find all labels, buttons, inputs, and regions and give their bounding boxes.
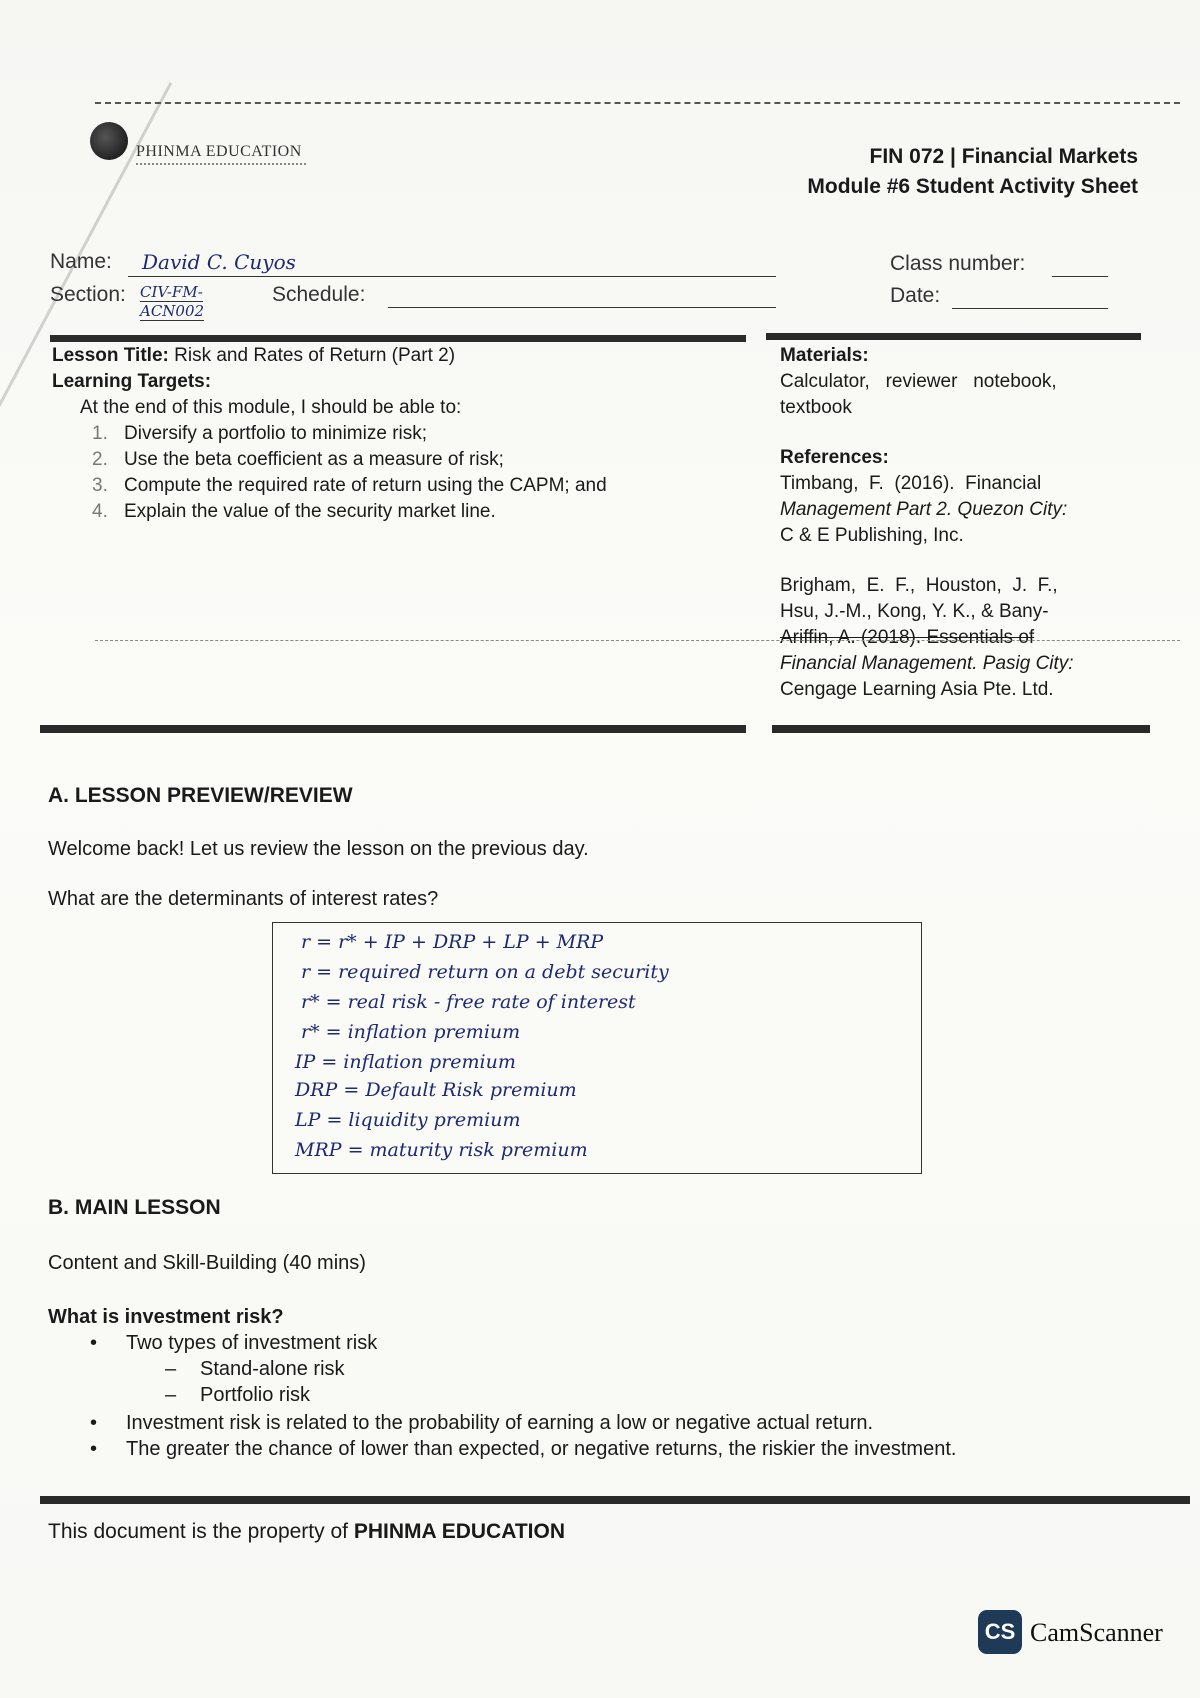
section-b-heading: B. MAIN LESSON bbox=[48, 1196, 221, 1219]
materials-block bbox=[780, 343, 1132, 703]
answer-line: MRP = maturity risk premium bbox=[295, 1139, 588, 1161]
reference-2-line-5: Cengage Learning Asia Pte. Ltd. bbox=[780, 679, 1054, 700]
answer-line: IP = inflation premium bbox=[295, 1051, 516, 1073]
org-name: PHINMA EDUCATION bbox=[136, 143, 302, 160]
section-a-welcome: Welcome back! Let us review the lesson on the previous day. bbox=[48, 838, 589, 860]
section-b-subheading: Content and Skill-Building (40 mins) bbox=[48, 1252, 366, 1274]
answer-box[interactable] bbox=[272, 922, 922, 1174]
targets-intro: At the end of this module, I should be able to: bbox=[80, 397, 462, 418]
name-label: Name: bbox=[50, 250, 112, 273]
top-divider bbox=[95, 102, 1180, 104]
footer-prefix: This document is the property of bbox=[48, 1520, 348, 1543]
lesson-title-value: Risk and Rates of Return (Part 2) bbox=[174, 345, 456, 366]
reference-2-line-1: Brigham, E. F., Houston, J. F., bbox=[780, 575, 1058, 596]
bullet-icon: • bbox=[90, 1412, 98, 1434]
answer-line: r = r* + IP + DRP + LP + MRP bbox=[301, 931, 604, 953]
lesson-block bbox=[52, 343, 742, 525]
class-number-field[interactable] bbox=[1052, 252, 1108, 277]
materials-label: Materials: bbox=[780, 345, 869, 366]
date-label: Date: bbox=[890, 284, 941, 307]
targets-list bbox=[52, 421, 742, 525]
name-value: David C. Cuyos bbox=[142, 250, 296, 274]
answer-line: r* = inflation premium bbox=[301, 1021, 521, 1043]
investment-risk-question: What is investment risk? bbox=[48, 1306, 284, 1328]
dash-icon: – bbox=[165, 1358, 177, 1380]
lesson-top-rule bbox=[50, 335, 746, 342]
references-label: References: bbox=[780, 447, 889, 468]
camscanner-logo-icon: CS bbox=[978, 1610, 1022, 1654]
references-bottom-rule bbox=[772, 725, 1150, 733]
section-a-heading: A. LESSON PREVIEW/REVIEW bbox=[48, 784, 353, 807]
reference-2-line-4: Financial Management. Pasig City: bbox=[780, 653, 1074, 674]
schedule-field[interactable] bbox=[388, 283, 776, 308]
materials-top-rule bbox=[766, 333, 1141, 340]
target-item: 3. Compute the required rate of return using the CAPM; and bbox=[92, 475, 607, 496]
scan-artifact-line bbox=[95, 640, 1180, 641]
target-item: 4. Explain the value of the security market line. bbox=[92, 501, 496, 522]
reference-1-line-3: C & E Publishing, Inc. bbox=[780, 525, 964, 546]
answer-line: DRP = Default Risk premium bbox=[295, 1079, 577, 1101]
answer-line: LP = liquidity premium bbox=[295, 1109, 521, 1131]
reference-2-line-2: Hsu, J.-M., Kong, Y. K., & Bany- bbox=[780, 601, 1049, 622]
materials-line-2: textbook bbox=[780, 397, 852, 418]
bullet-item: Investment risk is related to the probability of earning a low or negative actual return. bbox=[126, 1412, 874, 1434]
sub-bullet-item: Stand-alone risk bbox=[200, 1358, 345, 1380]
module-line: Module #6 Student Activity Sheet bbox=[807, 175, 1138, 198]
date-field[interactable] bbox=[952, 284, 1108, 309]
phinma-logo-icon bbox=[90, 122, 128, 160]
section-field[interactable] bbox=[140, 283, 260, 320]
reference-1-line-2: Management Part 2. Quezon City: bbox=[780, 499, 1068, 520]
sub-bullet-item: Portfolio risk bbox=[200, 1384, 311, 1406]
bullet-icon: • bbox=[90, 1438, 98, 1460]
bullet-item: Two types of investment risk bbox=[126, 1332, 378, 1354]
footer-rule bbox=[40, 1496, 1190, 1504]
course-header bbox=[807, 142, 1138, 202]
name-field[interactable] bbox=[128, 250, 776, 277]
bullet-icon: • bbox=[90, 1332, 98, 1354]
schedule-label: Schedule: bbox=[272, 283, 366, 306]
dash-icon: – bbox=[165, 1384, 177, 1406]
answer-line: r = required return on a debt security bbox=[301, 961, 669, 983]
camscanner-label: CamScanner bbox=[1030, 1618, 1163, 1647]
section-a-question: What are the determinants of interest rates? bbox=[48, 888, 439, 910]
target-item: 1. Diversify a portfolio to minimize risk; bbox=[92, 423, 428, 444]
learning-targets-label: Learning Targets: bbox=[52, 371, 212, 392]
reference-1-line-1: Timbang, F. (2016). Financial bbox=[780, 473, 1042, 494]
class-number-label: Class number: bbox=[890, 252, 1026, 275]
section-value: CIV-FM-ACN002 bbox=[140, 283, 205, 320]
footer-text bbox=[48, 1520, 565, 1544]
logo-tagline-line bbox=[136, 163, 306, 169]
materials-line-1: Calculator, reviewer notebook, bbox=[780, 371, 1057, 392]
course-line: FIN 072 | Financial Markets bbox=[869, 145, 1138, 168]
lesson-title-label: Lesson Title: bbox=[52, 345, 169, 366]
reference-2-line-3: Ariffin, A. (2018). Essentials of bbox=[780, 627, 1035, 648]
answer-line: r* = real risk - free rate of interest bbox=[301, 991, 636, 1013]
footer-org: PHINMA EDUCATION bbox=[353, 1520, 565, 1543]
bullet-item: The greater the chance of lower than expected, or negative returns, the riskier the investment. bbox=[126, 1438, 957, 1460]
section-label: Section: bbox=[50, 283, 126, 306]
target-item: 2. Use the beta coefficient as a measure of risk; bbox=[92, 449, 504, 470]
lesson-bottom-rule bbox=[40, 725, 746, 733]
